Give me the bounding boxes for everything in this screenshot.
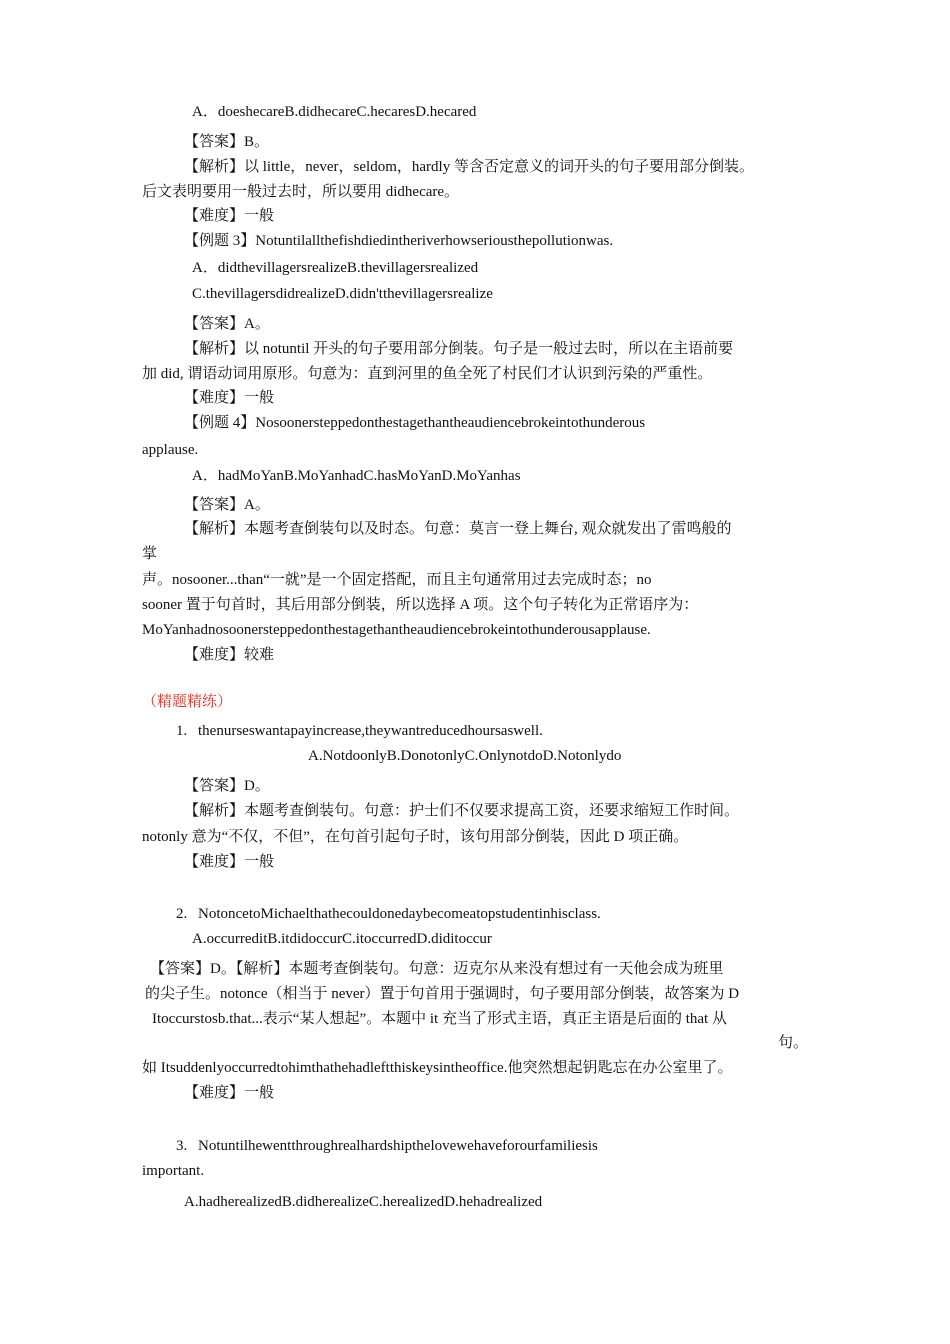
text-line: 【解析】本题考查倒装句以及时态。句意：莫言一登上舞台, 观众就发出了雷鸣般的 <box>184 521 732 537</box>
text-line: 句。 <box>778 1035 809 1051</box>
text-line: 声。nosooner...than“一就”是一个固定搭配，而且主句通常用过去完成时态；no <box>142 572 652 588</box>
text-line: 【难度】一般 <box>184 390 275 406</box>
text-line: 【难度】较难 <box>184 647 275 663</box>
text-line: 如 Itsuddenlyoccurredtohimthathehadleftthiskeysintheoffice.他突然想起钥匙忘在办公室里了。 <box>142 1060 733 1076</box>
text-line: 【答案】D。【解析】本题考查倒装句。句意：迈克尔从来没有想过有一天他会成为班里 <box>150 961 724 977</box>
text-line: sooner 置于句首时，其后用部分倒装，所以选择 A 项。这个句子转化为正常语序为： <box>142 597 699 613</box>
text-line: 【难度】一般 <box>184 208 275 224</box>
section-heading: （精题精练） <box>142 694 233 710</box>
text-line: 加 did, 谓语动词用原形。句意为：直到河里的鱼全死了村民们才认识到污染的严重性。 <box>142 366 713 382</box>
text-line: 的尖子生。notonce（相当于 never）置于句首用于强调时，句子要用部分倒装，故答案为 D <box>145 986 740 1002</box>
question-number: 1. <box>176 723 188 739</box>
text-line: 【例题 3】Notuntilallthefishdiedintheriverhowseriousthepollutionwas. <box>184 233 614 249</box>
text-line: A.occurreditB.itdidoccurC.itoccurredD.diditoccur <box>192 931 492 947</box>
text-line: MoYanhadnosoonersteppedonthestagethantheaudiencebrokeintothunderousapplause. <box>142 622 651 638</box>
text-line: 【答案】A。 <box>184 316 270 332</box>
text-line: 【例题 4】Nosoonersteppedonthestagethantheaudiencebrokeintothunderous <box>184 415 646 431</box>
text-line: 【解析】以 notuntil 开头的句子要用部分倒装。句子是一般过去时，所以在主语前要 <box>184 341 734 357</box>
text-line: 【解析】本题考查倒装句。句意：护士们不仅要求提高工资，还要求缩短工作时间。 <box>184 803 740 819</box>
question-number: 2. <box>176 906 188 922</box>
text-line: 【难度】一般 <box>184 1085 275 1101</box>
text-line: Notuntilhewentthroughrealhardshipthelovewehaveforourfamiliesis <box>198 1138 598 1154</box>
text-line: 【答案】D。 <box>184 778 270 794</box>
text-line: applause. <box>142 442 199 458</box>
text-line: C.thevillagersdidrealizeD.didn'tthevillagersrealize <box>192 286 493 302</box>
text-line: Itoccurstosb.that...表示“某人想起”。本题中 it 充当了形式主语，真正主语是后面的 that 从 <box>152 1011 727 1027</box>
text-line: A．hadMoYanB.MoYanhadC.hasMoYanD.MoYanhas <box>192 468 521 484</box>
text-line: A．doeshecareB.didhecareC.hecaresD.hecared <box>192 104 477 120</box>
text-line: 掌 <box>142 546 158 562</box>
text-line: 【答案】B。 <box>184 134 270 150</box>
question-number: 3. <box>176 1138 188 1154</box>
text-line: 【解析】以 little，never，seldom，hardly 等含否定意义的词开头的句子要用部分倒装。 <box>184 159 754 175</box>
text-line: A．didthevillagersrealizeB.thevillagersrealized <box>192 260 479 276</box>
text-line: notonly 意为“不仅，不但”，在句首引起句子时，该句用部分倒装，因此 D 项正确。 <box>142 829 689 845</box>
text-line: NotoncetoMichaelthathecouldonedaybecomeatopstudentinhisclass. <box>198 906 601 922</box>
text-line: 【难度】一般 <box>184 854 275 870</box>
text-line: 【答案】A。 <box>184 497 270 513</box>
text-line: important. <box>142 1163 205 1179</box>
text-line: thenurseswantapayincrease,theywantreducedhoursaswell. <box>198 723 543 739</box>
text-line: A.NotdoonlyB.DonotonlyC.OnlynotdoD.Notonlydo <box>308 748 622 764</box>
text-line: 后文表明要用一般过去时，所以要用 didhecare。 <box>142 184 460 200</box>
text-line: A.hadherealizedB.didherealizeC.herealizedD.hehadrealized <box>184 1194 543 1210</box>
